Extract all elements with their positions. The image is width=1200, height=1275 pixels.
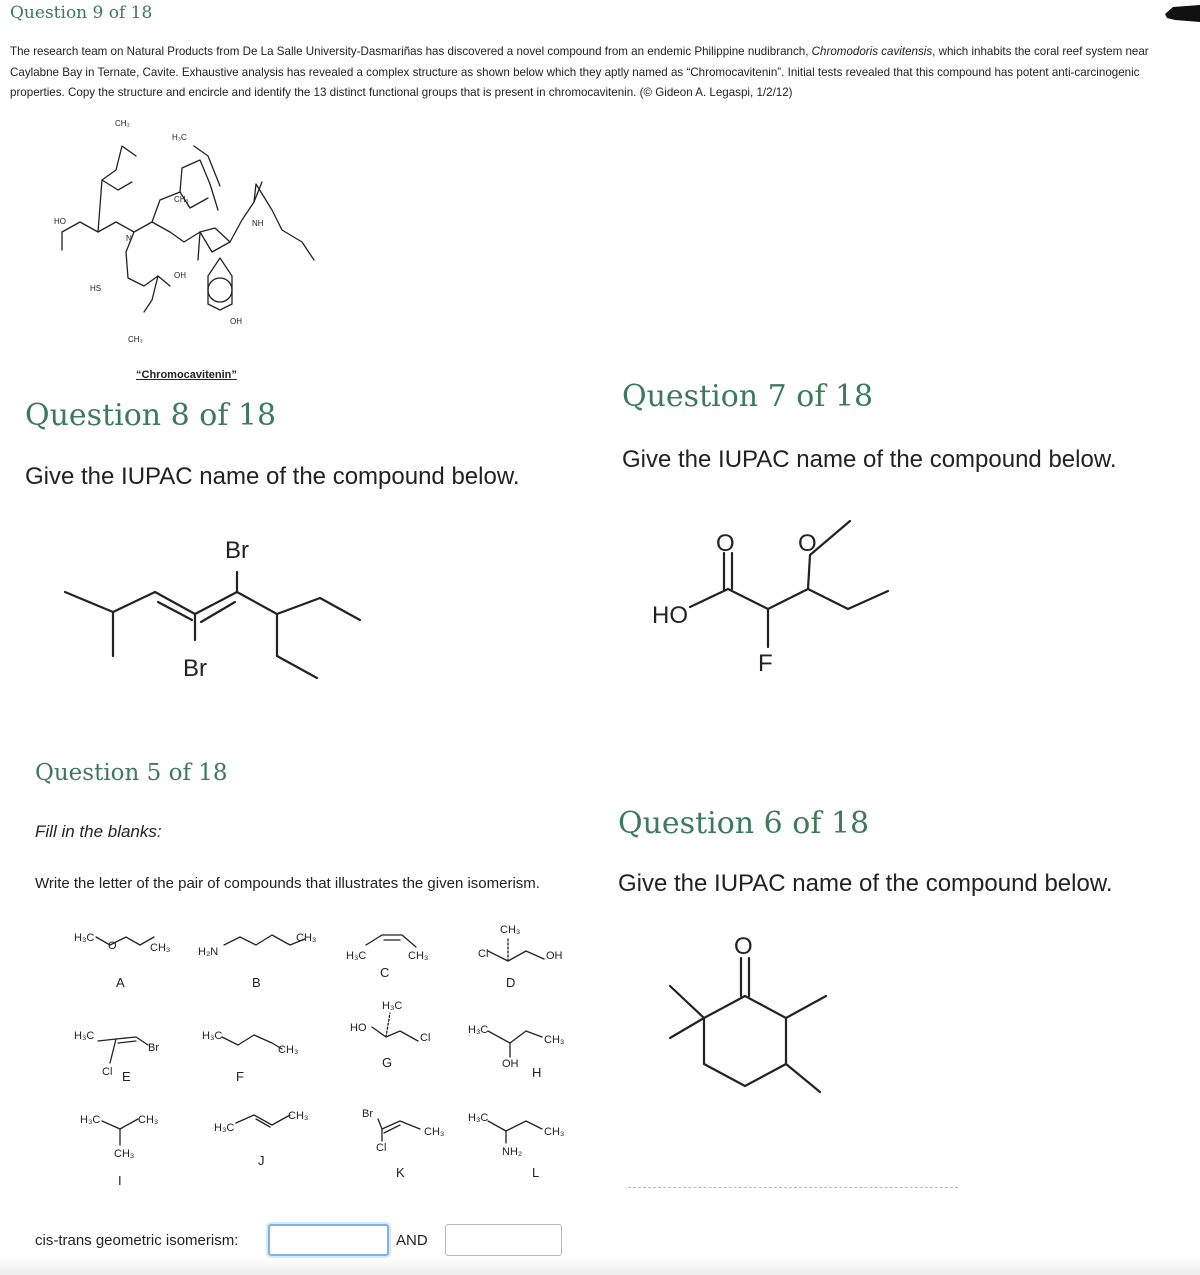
svg-text:H₃C: H₃C (214, 1122, 235, 1134)
svg-text:CH₃: CH₃ (138, 1114, 159, 1126)
svg-text:H₃C: H₃C (202, 1030, 223, 1042)
label-nh: NH (252, 219, 264, 228)
compound-D (478, 924, 563, 990)
q6-title: Question 6 of 18 (618, 806, 870, 841)
label-hs: HS (90, 284, 102, 293)
compound-E (74, 1030, 159, 1084)
letter-J: J (258, 1153, 265, 1168)
svg-text:Cl: Cl (420, 1032, 431, 1044)
label-ho: HO (652, 602, 688, 629)
label-h3c-top: H₃C (172, 133, 187, 142)
svg-text:OH: OH (502, 1058, 519, 1070)
compound-I (80, 1114, 158, 1188)
label-o: O (734, 933, 753, 960)
label-f: F (758, 650, 773, 677)
cis-trans-answer-2[interactable] (445, 1224, 562, 1256)
compound-B (198, 932, 316, 990)
letter-K: K (396, 1165, 405, 1180)
bottom-fade (0, 1258, 1200, 1275)
svg-text:CH₃: CH₃ (544, 1034, 565, 1046)
label-ch3-mid: CH₃ (174, 195, 189, 204)
label-o-ether: O (798, 530, 817, 557)
q7-title: Question 7 of 18 (622, 379, 874, 414)
compound-G (350, 1000, 430, 1070)
compound-A (74, 932, 170, 990)
svg-text:H₃C: H₃C (74, 1030, 95, 1042)
compound-C (346, 935, 428, 980)
species-name: Chromodoris cavitensis (811, 45, 933, 58)
compound-K (362, 1108, 444, 1180)
q5-instruction: Fill in the blanks: (35, 822, 162, 841)
chromocavitenin-structure (40, 110, 340, 350)
benzene-ring (208, 278, 232, 302)
q7-prompt: Give the IUPAC name of the compound below. (622, 446, 1117, 473)
svg-text:CH₃: CH₃ (500, 924, 521, 936)
redaction-mark (1163, 2, 1200, 24)
svg-text:H₃C: H₃C (346, 950, 367, 962)
svg-text:CH₃: CH₃ (288, 1110, 309, 1122)
label-oh-1: OH (174, 271, 186, 280)
compound-J (214, 1110, 308, 1168)
svg-text:CH₃: CH₃ (114, 1148, 135, 1160)
label-oh-2: OH (230, 317, 242, 326)
q6-structure (660, 930, 840, 1095)
label-ho: HO (54, 217, 66, 226)
letter-D: D (506, 975, 516, 990)
q8-prompt: Give the IUPAC name of the compound below. (25, 463, 520, 490)
svg-text:Br: Br (362, 1108, 373, 1120)
q5-title: Question 5 of 18 (35, 760, 228, 786)
q9-title: Question 9 of 18 (10, 3, 153, 23)
chromocavitenin-caption: “Chromocavitenin” (136, 369, 237, 381)
compound-F (202, 1030, 298, 1084)
letter-F: F (236, 1069, 244, 1084)
q7-structure (640, 515, 900, 680)
svg-text:NH₂: NH₂ (502, 1146, 523, 1158)
label-ch3-bot: CH₃ (128, 335, 143, 344)
q9-description (10, 42, 1200, 104)
svg-text:CH₃: CH₃ (408, 950, 429, 962)
svg-text:Cl: Cl (376, 1142, 387, 1154)
q9-line2: Caylabne Bay in Ternate, Cavite. Exhaustive analysis has revealed a complex structure as shown below which they aptly named as “Chromocavitenin”. Initial tests revealed that this compound has potent anti-carcinogenic (10, 65, 1140, 79)
svg-text:H₃C: H₃C (80, 1114, 101, 1126)
svg-text:H₃C: H₃C (468, 1112, 489, 1124)
cis-trans-label: cis-trans geometric isomerism: (35, 1232, 239, 1249)
svg-text:CH₃: CH₃ (278, 1044, 299, 1056)
label-ch3-top: CH₃ (115, 119, 130, 128)
letter-L: L (532, 1165, 540, 1180)
svg-text:CH₃: CH₃ (544, 1126, 565, 1138)
q6-prompt: Give the IUPAC name of the compound below. (618, 870, 1113, 897)
letter-C: C (380, 965, 390, 980)
label-br-bottom: Br (183, 655, 207, 682)
svg-text:CH₃: CH₃ (150, 942, 171, 954)
compound-L (468, 1112, 564, 1180)
svg-text:O: O (108, 940, 117, 952)
svg-text:H₃C: H₃C (468, 1024, 489, 1036)
q5-prompt: Write the letter of the pair of compounds that illustrates the given isomerism. (35, 875, 540, 892)
and-label: AND (396, 1232, 428, 1249)
label-br-top: Br (225, 537, 249, 564)
svg-text:H₃C: H₃C (74, 932, 95, 944)
q8-structure (55, 530, 375, 690)
svg-text:H₃C: H₃C (382, 1000, 403, 1012)
svg-text:Cl: Cl (478, 948, 489, 960)
cis-trans-answer-1[interactable] (268, 1224, 389, 1256)
svg-text:H₂N: H₂N (198, 946, 219, 958)
letter-I: I (118, 1173, 122, 1188)
q8-title: Question 8 of 18 (25, 398, 277, 433)
svg-text:OH: OH (546, 950, 563, 962)
letter-A: A (116, 975, 125, 990)
label-n: N (126, 234, 132, 243)
svg-text:HO: HO (350, 1022, 367, 1034)
letter-E: E (122, 1069, 131, 1084)
letter-B: B (252, 975, 261, 990)
svg-text:CH₃: CH₃ (424, 1126, 445, 1138)
svg-text:Cl: Cl (102, 1066, 113, 1078)
letter-G: G (382, 1055, 393, 1070)
svg-text:Br: Br (148, 1042, 159, 1054)
divider-dots (628, 1187, 958, 1188)
letter-H: H (532, 1065, 542, 1080)
label-o-carbonyl: O (716, 530, 735, 557)
q5-compound-grid (60, 915, 600, 1200)
compound-H (468, 1024, 564, 1080)
q9-line1: The research team on Natural Products from De La Salle University-Dasmariñas has discovered a novel compound from an endemic Philippine nudibranch, Chromodoris cavitensis, which inhabits the coral reef system near (10, 45, 1149, 58)
q9-line3: properties. Copy the structure and encircle and identify the 13 distinct functional groups that is present in chromocavitenin. (© Gideon A. Legaspi, 1/2/12) (10, 86, 793, 99)
svg-text:CH₃: CH₃ (296, 932, 317, 944)
